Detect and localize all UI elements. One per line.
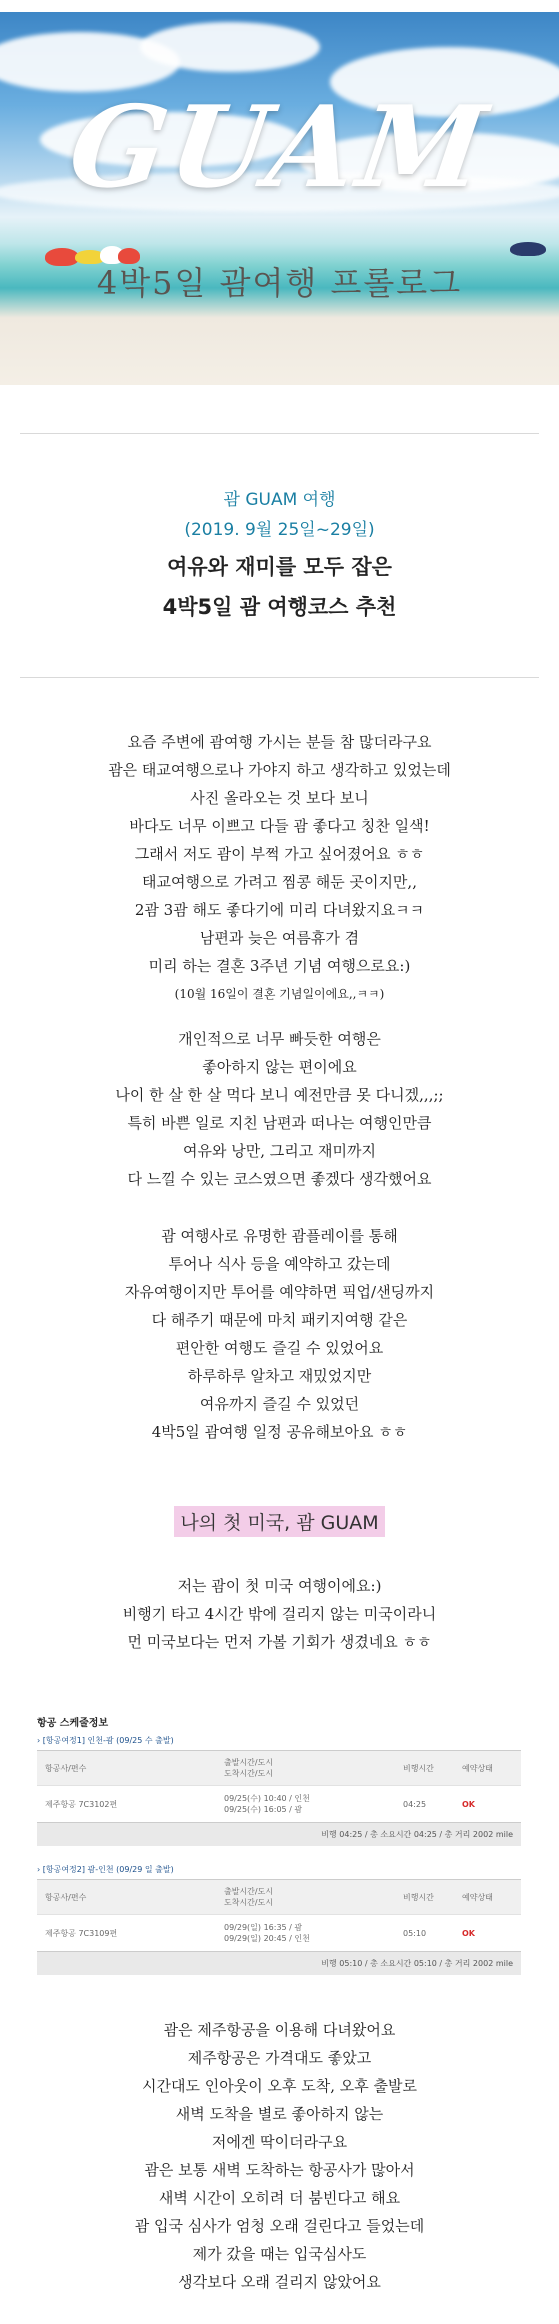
text-line: 편안한 여행도 즐길 수 있었어요 [175, 1339, 384, 1357]
flight-schedule-title: 항공 스케줄정보 [37, 1718, 109, 1729]
text-line: 여유와 낭만, 그리고 재미까지 [183, 1142, 376, 1160]
airline-cell: 제주항공 7C3109편 [37, 1915, 216, 1952]
paragraph-2 [0, 1025, 559, 1193]
flight-leg-1-route: › [항공여정1] 인천-괌 (09/25 수 출발) [37, 1736, 174, 1745]
text-line: 괌 입국 심사가 엄청 오래 걸린다고 들었는데 [134, 2217, 425, 2235]
text-line: 괌은 태교여행으로나 가야지 하고 생각하고 있었는데 [108, 761, 451, 779]
intro-block [0, 485, 559, 627]
text-line: 개인적으로 너무 빠듯한 여행은 [178, 1030, 381, 1048]
flight-leg-2-table [37, 1879, 521, 1951]
text-line: 자유여행이지만 투어를 예약하면 픽업/샌딩까지 [124, 1283, 435, 1301]
time-city-cell: 09/25(수) 10:40 / 인천 09/25(수) 16:05 / 괌 [216, 1786, 395, 1823]
flight-schedule [37, 1714, 521, 1975]
text-line: 시간대도 인아웃이 오후 도착, 오후 출발로 [142, 2077, 417, 2095]
text-line: 제가 갔을 때는 입국심사도 [192, 2245, 367, 2263]
col-airline: 항공사/편수 [37, 1880, 216, 1915]
text-line: 특히 바쁜 일로 지친 남편과 떠나는 여행인만큼 [127, 1114, 432, 1132]
intro-headline-2: 4박5일 괌 여행코스 추천 [162, 595, 397, 619]
text-line: 저에겐 딱이더라구요 [211, 2133, 348, 2151]
text-line: 그래서 저도 괌이 부쩍 가고 싶어졌어요 ㅎㅎ [134, 845, 425, 863]
col-airline: 항공사/편수 [37, 1751, 216, 1786]
text-line: 비행기 타고 4시간 밖에 걸리지 않는 미국이라니 [122, 1605, 437, 1623]
flight-leg-2-total: 비행 05:10 / 총 소요시간 05:10 / 총 거리 2002 mile [37, 1951, 521, 1975]
divider-mid [20, 677, 539, 678]
airline-cell: 제주항공 7C3102편 [37, 1786, 216, 1823]
divider-top [20, 433, 539, 434]
hero-image [0, 12, 559, 385]
duration-cell: 04:25 [395, 1786, 454, 1823]
paragraph-1 [0, 728, 559, 1008]
hero-subtitle: 4박5일 괌여행 프롤로그 [96, 264, 463, 302]
intro-headline-1: 여유와 재미를 모두 잡은 [167, 555, 392, 579]
text-line: 여유까지 즐길 수 있었던 [199, 1395, 360, 1413]
text-line: 하루하루 알차고 재밌었지만 [187, 1367, 372, 1385]
flight-leg-1-table [37, 1750, 521, 1822]
text-line: 바다도 너무 이쁘고 다들 괌 좋다고 칭찬 일색! [129, 817, 430, 835]
table-row [37, 1786, 521, 1823]
status-cell: OK [454, 1786, 521, 1823]
paragraph-5 [0, 2016, 559, 2296]
duration-cell: 05:10 [395, 1915, 454, 1952]
status-cell: OK [454, 1915, 521, 1952]
time-city-cell: 09/29(일) 16:35 / 괌 09/29(일) 20:45 / 인천 [216, 1915, 395, 1952]
text-line: 다 느낄 수 있는 코스였으면 좋겠다 생각했어요 [127, 1170, 432, 1188]
text-line: 새벽 도착을 별로 좋아하지 않는 [175, 2105, 384, 2123]
text-line: 다 해주기 때문에 마치 패키지여행 같은 [151, 1311, 408, 1329]
text-line: 나이 한 살 한 살 먹다 보니 예전만큼 못 다니겠,,,;; [115, 1086, 444, 1104]
table-header-row [37, 1751, 521, 1786]
flight-leg-1-total: 비행 04:25 / 총 소요시간 04:25 / 총 거리 2002 mile [37, 1822, 521, 1846]
text-line: 요즘 주변에 괌여행 가시는 분들 참 많더라구요 [127, 733, 432, 751]
text-line: 좋아하지 않는 편이에요 [202, 1058, 357, 1076]
col-status: 예약상태 [454, 1880, 521, 1915]
col-duration: 비행시간 [395, 1751, 454, 1786]
paragraph-3 [0, 1222, 559, 1446]
text-line: 남편과 늦은 여름휴가 겸 [199, 929, 360, 947]
text-line: 제주항공은 가격대도 좋았고 [187, 2049, 372, 2067]
text-line: 괌은 보통 새벽 도착하는 항공사가 많아서 [144, 2161, 415, 2179]
col-time-city: 출발시간/도시 도착시간/도시 [216, 1880, 395, 1915]
hero-title: GUAM [61, 82, 498, 213]
paragraph-4 [0, 1572, 559, 1656]
text-line: 투어나 식사 등을 예약하고 갔는데 [168, 1255, 391, 1273]
intro-dates: (2019. 9월 25일~29일) [184, 520, 375, 540]
text-line: 2괌 3괌 해도 좋다기에 미리 다녀왔지요ㅋㅋ [134, 901, 425, 919]
text-line: 괌은 제주항공을 이용해 다녀왔어요 [163, 2021, 396, 2039]
text-line: 괌 여행사로 유명한 괌플레이를 통해 [161, 1227, 398, 1245]
intro-title: 괌 GUAM 여행 [223, 490, 336, 510]
text-line: 미리 하는 결혼 3주년 기념 여행으로요:) [148, 957, 411, 975]
text-note: (10월 16일이 결혼 기념일이에요,,ㅋㅋ) [174, 987, 385, 1001]
text-line: 4박5일 괌여행 일정 공유해보아요 ㅎㅎ [151, 1423, 408, 1441]
text-line: 새벽 시간이 오히려 더 붐빈다고 해요 [158, 2189, 401, 2207]
table-row [37, 1915, 521, 1952]
col-time-city: 출발시간/도시 도착시간/도시 [216, 1751, 395, 1786]
text-line: 사진 올라오는 것 보다 보니 [190, 789, 369, 807]
table-header-row [37, 1880, 521, 1915]
text-line: 먼 미국보다는 먼저 가볼 기회가 생겼네요 ㅎㅎ [127, 1633, 432, 1651]
text-line: 생각보다 오래 걸리지 않았어요 [178, 2273, 381, 2291]
section-title-wrap [0, 1506, 559, 1537]
text-line: 저는 괌이 첫 미국 여행이에요:) [177, 1577, 382, 1595]
section-title: 나의 첫 미국, 괌 GUAM [174, 1506, 384, 1537]
flight-leg-2-route: › [항공여정2] 괌-인천 (09/29 일 출발) [37, 1865, 174, 1874]
col-duration: 비행시간 [395, 1880, 454, 1915]
col-status: 예약상태 [454, 1751, 521, 1786]
text-line: 태교여행으로 가려고 찜콩 해둔 곳이지만,, [142, 873, 417, 891]
